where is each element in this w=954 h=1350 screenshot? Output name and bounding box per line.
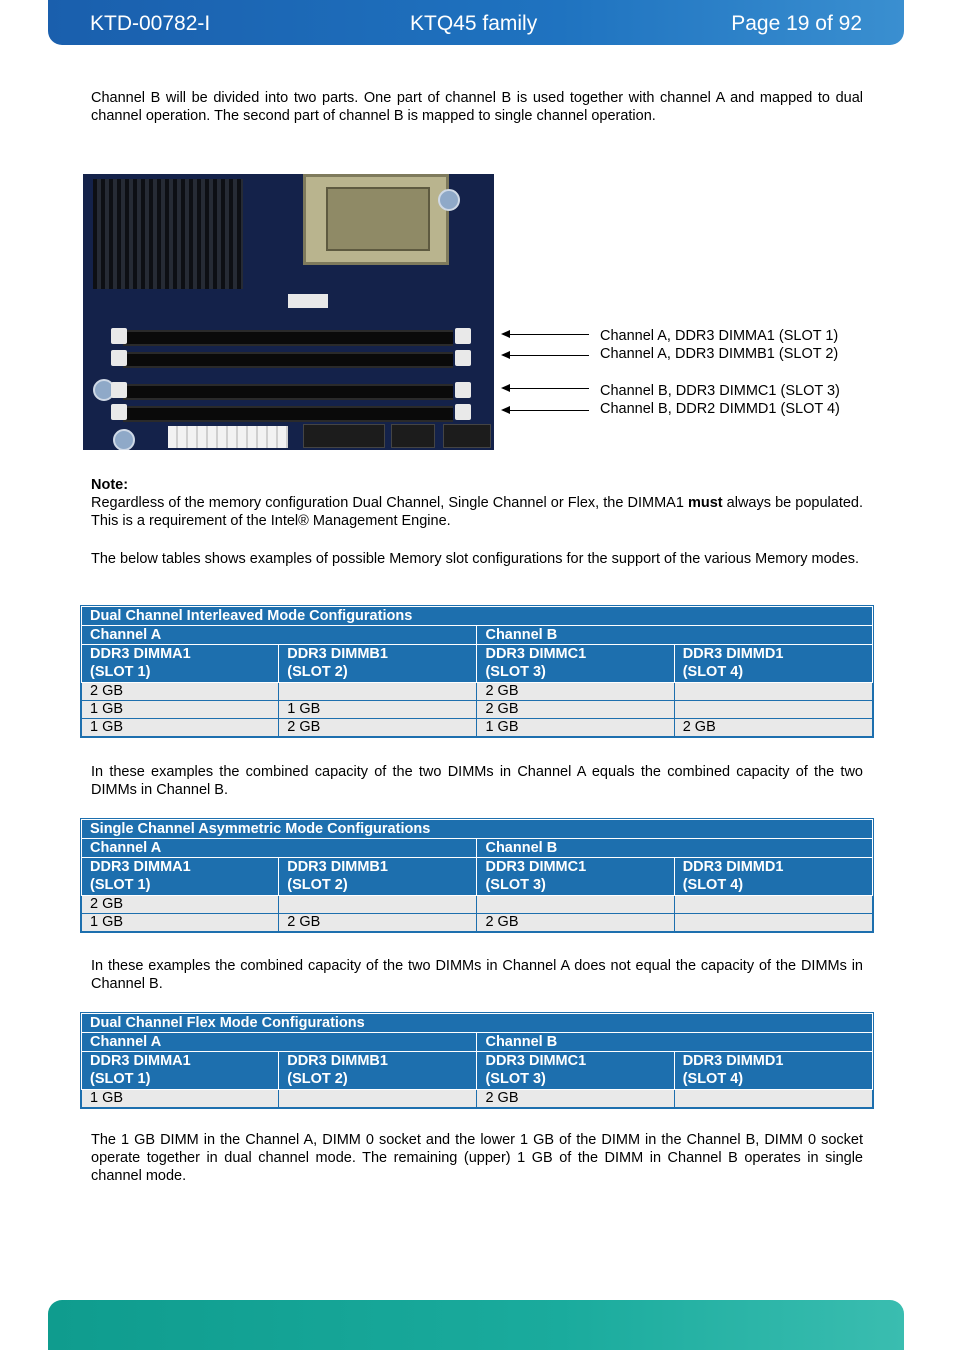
- arrow-icon: [503, 388, 589, 389]
- note-title: Note:: [91, 477, 129, 493]
- single-channel-asymmetric-table: [81, 819, 873, 932]
- arrow-icon: [503, 410, 589, 411]
- channel-a-header: Channel A: [82, 626, 477, 645]
- channel-b-header: Channel B: [477, 839, 873, 858]
- note-paragraph: Note: Regardless of the memory configuration Dual Channel, Single Channel or Flex, the DIMMA1 must always be populated. This is a requirement of the Intel® Management Engine.: [91, 477, 863, 529]
- document-id: KTD-00782-I: [90, 12, 211, 35]
- slot-header: DDR3 DIMMD1 (SLOT 4): [674, 645, 872, 683]
- slot-latch: [455, 404, 471, 420]
- asymmetric-explanation: In these examples the combined capacity of the two DIMMs in Channel A does not equal the capacity of the DIMMs in Channel B.: [91, 958, 863, 992]
- callout-slot-4: Channel B, DDR2 DIMMD1 (SLOT 4): [600, 401, 840, 417]
- table-title: Single Channel Asymmetric Mode Configurations: [82, 820, 873, 839]
- pin-header: [443, 424, 491, 448]
- dual-channel-flex-table: [81, 1013, 873, 1108]
- channel-b-header: Channel B: [477, 1033, 873, 1052]
- table-row: 1 GB 2 GB 1 GB 2 GB: [82, 719, 873, 737]
- dimm-slot-1: [123, 330, 453, 346]
- table-title: Dual Channel Interleaved Mode Configurations: [82, 607, 873, 626]
- heatsink: [93, 179, 243, 289]
- callout-slot-2: Channel A, DDR3 DIMMB1 (SLOT 2): [600, 346, 839, 362]
- table-row: 2 GB 2 GB: [82, 683, 873, 701]
- slot-header: DDR3 DIMMC1 (SLOT 3): [477, 645, 674, 683]
- power-connector: [168, 426, 288, 448]
- pin-header: [391, 424, 435, 448]
- dimm-slot-2: [123, 352, 453, 368]
- table-row: 1 GB 2 GB 2 GB: [82, 914, 873, 932]
- pin-header: [303, 424, 385, 448]
- callout-slot-1: Channel A, DDR3 DIMMA1 (SLOT 1): [600, 328, 839, 344]
- arrow-icon: [503, 334, 589, 335]
- capacitor: [113, 429, 135, 450]
- slot-header: DDR3 DIMMD1 (SLOT 4): [674, 1052, 872, 1090]
- intro-paragraph: Channel B will be divided into two parts. One part of channel B is used together with channel A and mapped to dual channel operation. The second part of channel B is mapped to single channel operation.: [91, 90, 863, 124]
- board-sticker: [288, 294, 328, 308]
- slot-header: DDR3 DIMMD1 (SLOT 4): [674, 858, 872, 896]
- dimm-slot-4: [123, 406, 453, 422]
- slot-header: DDR3 DIMMB1 (SLOT 2): [279, 1052, 477, 1090]
- slot-header: DDR3 DIMMA1 (SLOT 1): [82, 645, 279, 683]
- slot-header: DDR3 DIMMC1 (SLOT 3): [477, 1052, 674, 1090]
- slot-header: DDR3 DIMMC1 (SLOT 3): [477, 858, 674, 896]
- product-family: KTQ45 family: [410, 12, 538, 35]
- callout-slot-3: Channel B, DDR3 DIMMC1 (SLOT 3): [600, 383, 840, 399]
- page-header: [48, 0, 904, 45]
- slot-latch: [455, 328, 471, 344]
- slot-header: DDR3 DIMMB1 (SLOT 2): [279, 858, 477, 896]
- table-row: 2 GB: [82, 896, 873, 914]
- flex-explanation: The 1 GB DIMM in the Channel A, DIMM 0 socket and the lower 1 GB of the DIMM in the Channel B, DIMM 0 socket operate together in dual channel mode. The remaining (upper) 1 GB of the DIMM in Channel B operates in single channel mode.: [91, 1132, 863, 1184]
- slot-latch: [455, 382, 471, 398]
- dimm-slot-3: [123, 384, 453, 400]
- table-title: Dual Channel Flex Mode Configurations: [82, 1014, 873, 1033]
- slot-latch: [111, 404, 127, 420]
- page-footer: [48, 1300, 904, 1350]
- channel-b-header: Channel B: [477, 626, 873, 645]
- slot-latch: [111, 382, 127, 398]
- slot-latch: [111, 328, 127, 344]
- tables-intro-paragraph: The below tables shows examples of possible Memory slot configurations for the support of the various Memory modes.: [91, 551, 860, 567]
- page-number: Page 19 of 92: [731, 12, 862, 35]
- cpu-socket: [303, 174, 449, 265]
- motherboard-photo: [83, 174, 494, 450]
- table-row: 1 GB 1 GB 2 GB: [82, 701, 873, 719]
- slot-latch: [455, 350, 471, 366]
- table-row: 1 GB 2 GB: [82, 1090, 873, 1108]
- channel-a-header: Channel A: [82, 839, 477, 858]
- arrow-icon: [503, 355, 589, 356]
- channel-a-header: Channel A: [82, 1033, 477, 1052]
- slot-header: DDR3 DIMMA1 (SLOT 1): [82, 1052, 279, 1090]
- slot-header: DDR3 DIMMB1 (SLOT 2): [279, 645, 477, 683]
- slot-header: DDR3 DIMMA1 (SLOT 1): [82, 858, 279, 896]
- capacitor: [438, 189, 460, 211]
- slot-latch: [111, 350, 127, 366]
- note-emphasis: must: [687, 495, 723, 511]
- dual-channel-interleaved-table: [81, 606, 873, 737]
- interleaved-explanation: In these examples the combined capacity of the two DIMMs in Channel A equals the combined capacity of the two DIMMs in Channel B.: [91, 764, 863, 798]
